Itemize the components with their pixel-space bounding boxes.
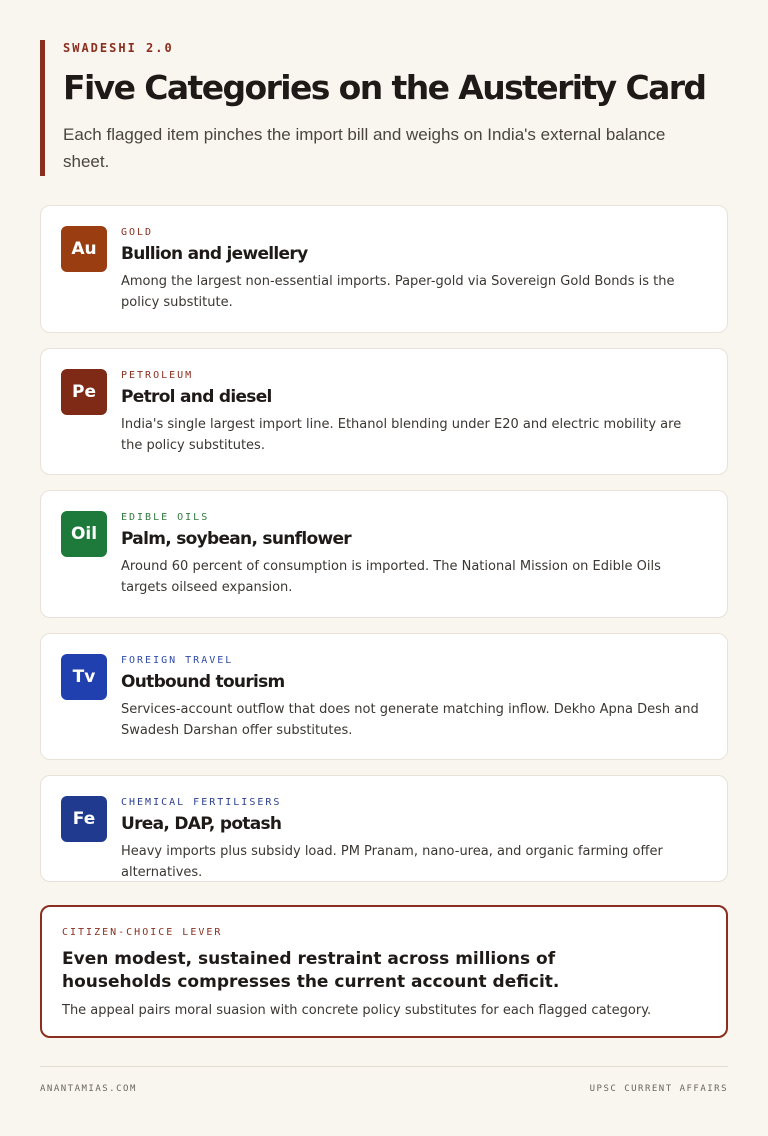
category-card-foreign-travel [40,633,728,760]
category-card-fertilisers [40,775,728,882]
kicker: SWADESHI 2.0 [63,41,174,55]
oil-icon: Oil [61,511,107,557]
card-category: GOLD [121,227,154,238]
callout-kicker: CITIZEN-CHOICE LEVER [62,927,223,938]
card-description: India's single largest import line. Ethanol blending under E20 and electric mobility are the policy substitutes. [121,417,682,453]
header [40,40,710,176]
category-card-petroleum [40,348,728,475]
card-category: EDIBLE OILS [121,512,210,523]
category-card-gold [40,205,728,333]
fertiliser-icon: Fe [61,796,107,842]
callout-headline: Even modest, sustained restraint across millions of households compresses the current account deficit. [62,949,560,992]
callout-text: The appeal pairs moral suasion with concrete policy substitutes for each flagged category. [62,1003,652,1018]
card-description: Around 60 percent of consumption is imported. The National Mission on Edible Oils targets oilseed expansion. [121,559,661,595]
card-description: Among the largest non-essential imports. Paper-gold via Sovereign Gold Bonds is the policy substitute. [121,274,675,310]
travel-icon: Tv [61,654,107,700]
card-category: CHEMICAL FERTILISERS [121,797,282,808]
card-description: Heavy imports plus subsidy load. PM Pranam, nano-urea, and organic farming offer alternatives. [121,844,663,880]
card-description: Services-account outflow that does not generate matching inflow. Dekho Apna Desh and Swadesh Darshan offer substitutes. [121,702,699,738]
citizen-choice-callout [40,905,728,1038]
page-title: Five Categories on the Austerity Card [63,68,706,107]
card-title: Palm, soybean, sunflower [121,529,351,549]
card-category: FOREIGN TRAVEL [121,655,234,666]
card-title: Petrol and diesel [121,387,272,407]
page-subtitle: Each flagged item pinches the import bill and weighs on India's external balance sheet. [63,125,666,171]
footer-divider [40,1066,728,1067]
card-title: Bullion and jewellery [121,244,308,264]
card-title: Urea, DAP, potash [121,814,282,834]
card-title: Outbound tourism [121,672,285,692]
gold-icon: Au [61,226,107,272]
card-category: PETROLEUM [121,370,194,381]
category-card-edible-oils [40,490,728,618]
fuel-icon: Pe [61,369,107,415]
footer-section: UPSC CURRENT AFFAIRS [589,1084,728,1094]
footer-site: ANANTAMIAS.COM [40,1084,137,1094]
